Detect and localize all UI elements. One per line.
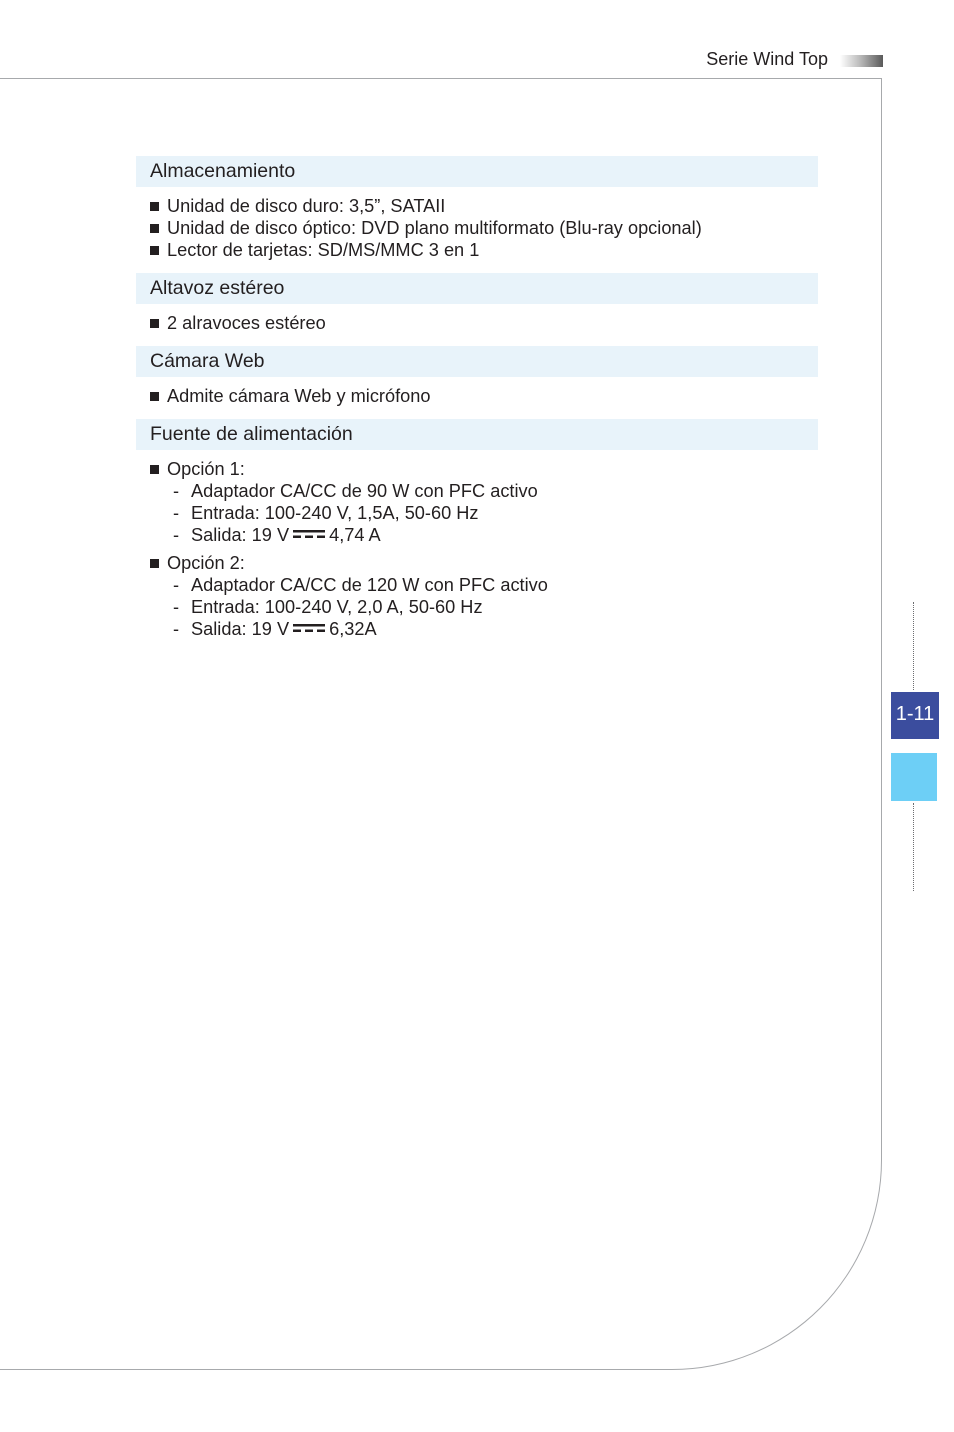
list-item	[150, 385, 818, 407]
sub-item	[167, 502, 818, 524]
list-item-option	[150, 458, 818, 546]
item-text: Lector de tarjetas: SD/MS/MMC 3 en 1	[167, 240, 480, 260]
sub-list	[167, 480, 818, 546]
dc-symbol-icon	[293, 623, 325, 633]
item-list	[136, 458, 818, 640]
section-power-supply	[136, 419, 818, 640]
chapter-tab-marker	[891, 753, 937, 801]
option-label: Opción 1:	[167, 459, 245, 479]
dash: -	[173, 575, 180, 595]
bullet-square-icon	[150, 559, 159, 568]
sub-item-text: 6,32A	[329, 619, 377, 639]
dash: -	[173, 503, 180, 523]
dash: -	[173, 619, 180, 639]
bullet-square-icon	[150, 319, 159, 328]
header-gradient-bar	[840, 55, 883, 67]
list-item	[150, 312, 818, 334]
item-list	[136, 385, 818, 407]
bullet-square-icon	[150, 224, 159, 233]
dash: -	[173, 481, 180, 501]
item-text: Unidad de disco duro: 3,5”, SATAII	[167, 196, 446, 216]
sub-item-text: Salida: 19 V	[191, 525, 290, 545]
sub-item	[167, 574, 818, 596]
section-title: Altavoz estéreo	[136, 273, 818, 304]
sub-item	[167, 480, 818, 502]
item-list	[136, 195, 818, 261]
item-list	[136, 312, 818, 334]
dash: -	[173, 597, 180, 617]
list-item-option	[150, 552, 818, 640]
list-item	[150, 217, 818, 239]
sub-item-text: Adaptador CA/CC de 120 W con PFC activo	[191, 575, 548, 595]
sub-item-text: Adaptador CA/CC de 90 W con PFC activo	[191, 481, 538, 501]
section-title: Almacenamiento	[136, 156, 818, 187]
sub-item	[167, 618, 818, 640]
item-text: 2 alravoces estéreo	[167, 313, 326, 333]
bullet-square-icon	[150, 246, 159, 255]
bullet-square-icon	[150, 392, 159, 401]
bullet-square-icon	[150, 202, 159, 211]
section-speakers	[136, 273, 818, 334]
sub-item-text: Salida: 19 V	[191, 619, 290, 639]
header-title: Serie Wind Top	[706, 49, 828, 69]
dash: -	[173, 525, 180, 545]
list-item	[150, 195, 818, 217]
dotted-line-bottom	[913, 803, 914, 891]
section-title: Fuente de alimentación	[136, 419, 818, 450]
sub-item-text: Entrada: 100-240 V, 2,0 A, 50-60 Hz	[191, 597, 483, 617]
sub-item	[167, 524, 818, 546]
bullet-square-icon	[150, 465, 159, 474]
page-number-tab: 1-11	[891, 692, 939, 739]
sub-item-text: Entrada: 100-240 V, 1,5A, 50-60 Hz	[191, 503, 479, 523]
dc-symbol-icon	[293, 529, 325, 539]
option-label: Opción 2:	[167, 553, 245, 573]
sub-item	[167, 596, 818, 618]
section-webcam	[136, 346, 818, 407]
item-text: Unidad de disco óptico: DVD plano multiformato (Blu-ray opcional)	[167, 218, 702, 238]
sub-list	[167, 574, 818, 640]
dotted-line-top	[913, 602, 914, 690]
section-title: Cámara Web	[136, 346, 818, 377]
spec-content	[136, 156, 818, 652]
item-text: Admite cámara Web y micrófono	[167, 386, 431, 406]
section-storage	[136, 156, 818, 261]
sub-item-text: 4,74 A	[329, 525, 381, 545]
list-item	[150, 239, 818, 261]
